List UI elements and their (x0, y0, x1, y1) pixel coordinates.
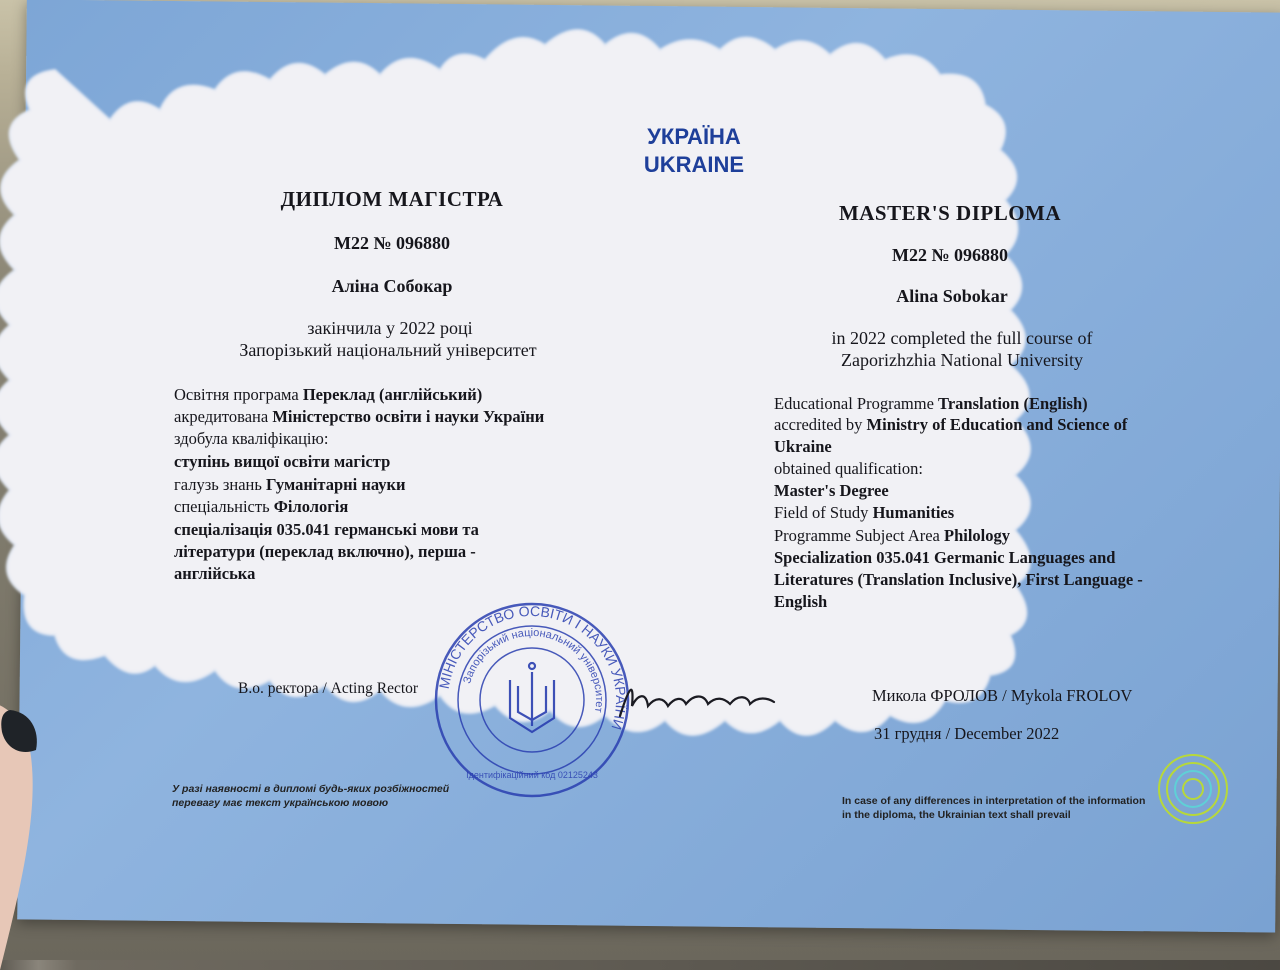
rector-label: В.о. ректора / Acting Rector (238, 680, 419, 697)
en-field-value: Humanities (872, 503, 955, 522)
en-degree: Master's Degree (774, 481, 889, 500)
en-specialization-line-1: Specialization 035.041 Germanic Languages and (774, 548, 1116, 567)
en-area-line (774, 525, 1010, 547)
ua-programme-value: Переклад (англійський) (302, 385, 483, 404)
ua-footnote-line-2: перевагу має текст українською мовою (172, 797, 389, 809)
country-name-en: UKRAINE (643, 152, 745, 177)
rector-signature (612, 676, 802, 726)
trident-icon (510, 663, 554, 732)
ua-completion-line: закінчила у 2022 році (307, 318, 473, 338)
ua-field-line (174, 474, 406, 496)
ua-specialization-line-1: спеціалізація 035.041 германські мови та (174, 520, 479, 539)
hologram-seal (1156, 752, 1230, 826)
ua-specialization-line-2: літератури (переклад включно), перша - (174, 542, 476, 561)
ua-programme-prefix: Освітня програма (174, 385, 303, 404)
en-specialization-line-3: English (774, 592, 828, 611)
en-diploma-number: M22 № 096880 (891, 245, 1009, 265)
en-accredited-prefix: accredited by (774, 415, 867, 434)
ua-specialty-value: Філологія (273, 497, 349, 516)
en-programme-prefix: Educational Programme (774, 394, 939, 413)
ua-specialization-line-3: англійська (174, 564, 256, 583)
en-programme-line (774, 393, 1088, 415)
ua-programme-line (174, 384, 482, 406)
en-programme-value: Translation (English) (938, 394, 1088, 413)
stamp-outer-text: МІНІСТЕРСТВО ОСВІТИ І НАУКИ УКРАЇНИ (435, 602, 630, 732)
en-accredited-value-2: Ukraine (774, 437, 832, 456)
ua-university-name: Запорізький національний університет (239, 340, 537, 360)
ua-accredited-value: Міністерство освіти і науки України (272, 407, 545, 426)
en-field-line (774, 502, 954, 524)
ua-diploma-number: М22 № 096880 (333, 233, 451, 253)
ua-specialty-line (174, 496, 348, 518)
en-footnote-line-1: In case of any differences in interpretation of the information (842, 795, 1146, 807)
holding-finger (0, 690, 70, 970)
ua-accredited-prefix: акредитована (174, 407, 273, 426)
en-accredited-value-1: Ministry of Education and Science of (866, 415, 1128, 434)
rector-name: Микола ФРОЛОВ / Mykola FROLOV (872, 686, 1133, 705)
en-area-prefix: Programme Subject Area (774, 526, 944, 545)
ua-field-value: Гуманітарні науки (266, 475, 406, 494)
en-completion-line: in 2022 completed the full course of (831, 328, 1093, 348)
stamp-code-text: Ідентифікаційний код 02125243 (466, 770, 598, 780)
en-university-name: Zaporizhzhia National University (841, 350, 1083, 370)
en-graduate-name: Alina Sobokar (896, 286, 1008, 306)
official-stamp (432, 600, 632, 800)
en-accreditation-line (774, 414, 1127, 436)
ua-footnote-line-1: У разі наявності в дипломі будь-яких розбіжностей (172, 783, 450, 795)
en-qualification-label: obtained qualification: (774, 459, 923, 478)
ua-accreditation-line (174, 406, 544, 428)
ua-specialty-prefix: спеціальність (174, 497, 274, 516)
issue-date: 31 грудня / December 2022 (874, 724, 1060, 743)
ua-diploma-title: ДИПЛОМ МАГІСТРА (280, 187, 504, 211)
en-area-value: Philology (944, 526, 1011, 545)
country-name-ua: УКРАЇНА (647, 124, 741, 149)
stamp-inner-text: Запорізький національний університет (461, 626, 606, 714)
en-footnote-line-2: in the diploma, the Ukrainian text shall prevail (842, 809, 1071, 821)
en-diploma-title: MASTER'S DIPLOMA (838, 201, 1062, 225)
ua-graduate-name: Аліна Собокар (331, 276, 453, 296)
ua-qualification-label: здобула кваліфікацію: (174, 429, 329, 448)
en-specialization-line-2: Literatures (Translation Inclusive), First Language - (774, 570, 1143, 589)
ua-degree: ступінь вищої освіти магістр (174, 452, 391, 471)
en-field-prefix: Field of Study (774, 503, 873, 522)
ua-field-prefix: галузь знань (174, 475, 267, 494)
